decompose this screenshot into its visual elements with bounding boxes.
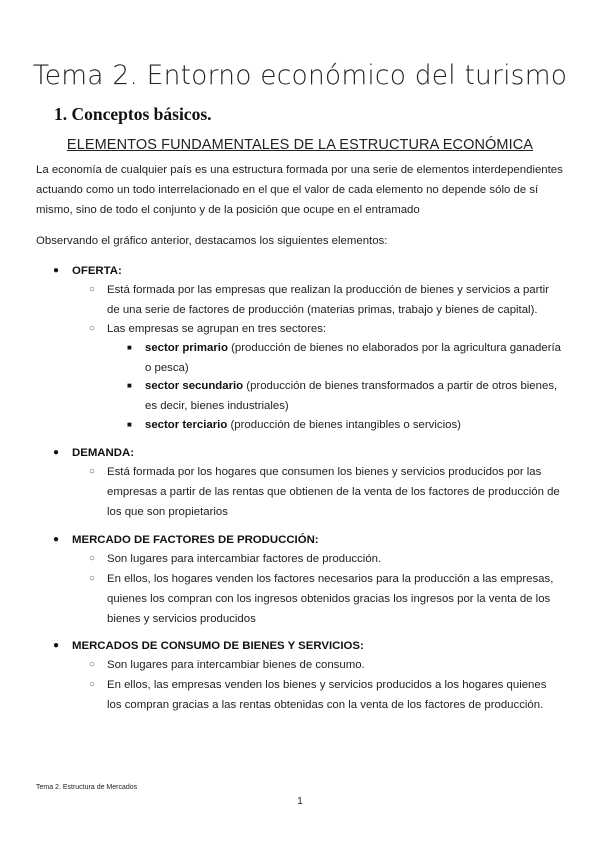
bullet-square-icon: ■ (127, 420, 132, 429)
section-heading: 1. Conceptos básicos. (54, 104, 212, 124)
bullet-circle-icon: ○ (89, 659, 96, 670)
demanda-item-1: Está formada por los hogares que consumen los bienes y servicios producidos por las empresas a partir de las rentas que obtienen de la venta de los factores de producción de los que son propietarios (107, 466, 560, 518)
section-subtitle: ELEMENTOS FUNDAMENTALES DE LA ESTRUCTURA ECONÓMICA (66, 137, 534, 153)
sector-terciario-desc: (producción de bienes intangibles o servicios) (227, 419, 461, 431)
bullet-square-icon: ■ (127, 381, 132, 390)
bullet-square-icon: ■ (127, 343, 132, 352)
sector-primario (145, 338, 565, 378)
sector-terciario (145, 415, 565, 435)
oferta-item-1: Está formada por las empresas que realizan la producción de bienes y servicios a partir de una serie de factores de producción (materias primas, trabajo y bienes de capital). (107, 284, 549, 316)
bullet-circle-icon: ○ (89, 553, 96, 564)
bullet-disc-icon: ● (53, 534, 60, 545)
observation-paragraph: Observando el gráfico anterior, destacamos los siguientes elementos: (36, 235, 388, 247)
mercado-consumo-item-2: En ellos, las empresas venden los bienes y servicios producidos a los hogares quienes los compran gracias a las rentas obtenidas con la venta de los factores de producción. (107, 679, 547, 711)
bullet-circle-icon: ○ (89, 679, 96, 690)
page-footer: Tema 2. Estructura de Mercados (36, 784, 138, 791)
mercado-produccion-item-1: Son lugares para intercambiar factores de producción. (107, 553, 382, 565)
intro-paragraph: La economía de cualquier país es una estructura formada por una serie de elementos interdependientes actuando como un todo interrelacionado en el que el valor de cada elemento no depende sólo de sí mismo, sino de todo el conjunto y de la posición que ocupe en el entramado (36, 164, 563, 216)
oferta-item-2: Las empresas se agrupan en tres sectores: (107, 323, 327, 335)
sector-primario-desc: (producción de bienes no elaborados por la agricultura ganadería o pesca) (145, 342, 562, 374)
sector-secundario-desc: (producción de bienes transformados a partir de otros bienes, es decir, bienes industriales) (145, 380, 558, 412)
document-title: Tema 2. Entorno económico del turismo (32, 60, 568, 91)
bullet-disc-icon: ● (53, 265, 60, 276)
mercado-consumo-item-1: Son lugares para intercambiar bienes de consumo. (107, 659, 365, 671)
oferta-heading: OFERTA: (72, 265, 122, 277)
bullet-disc-icon: ● (53, 640, 60, 651)
mercado-produccion-item-2: En ellos, los hogares venden los factores necesarios para la producción a las empresas, quienes los compran con los ingresos obtenidos gracias los ingresos por la venta de los bienes y servicios producidos (107, 573, 554, 625)
sector-terciario-name: sector terciario (145, 419, 228, 431)
demanda-heading: DEMANDA: (72, 447, 135, 459)
bullet-circle-icon: ○ (89, 284, 96, 295)
sector-secundario-name: sector secundario (145, 380, 244, 392)
mercado-consumo-heading: MERCADOS DE CONSUMO DE BIENES Y SERVICIOS: (72, 640, 364, 652)
sector-primario-name: sector primario (145, 342, 228, 354)
sector-secundario (145, 376, 565, 416)
bullet-circle-icon: ○ (89, 573, 96, 584)
page-number: 1 (297, 796, 303, 807)
bullet-disc-icon: ● (53, 447, 60, 458)
bullet-circle-icon: ○ (89, 466, 96, 477)
bullet-circle-icon: ○ (89, 323, 96, 334)
mercado-produccion-heading: MERCADO DE FACTORES DE PRODUCCIÓN: (72, 534, 319, 546)
